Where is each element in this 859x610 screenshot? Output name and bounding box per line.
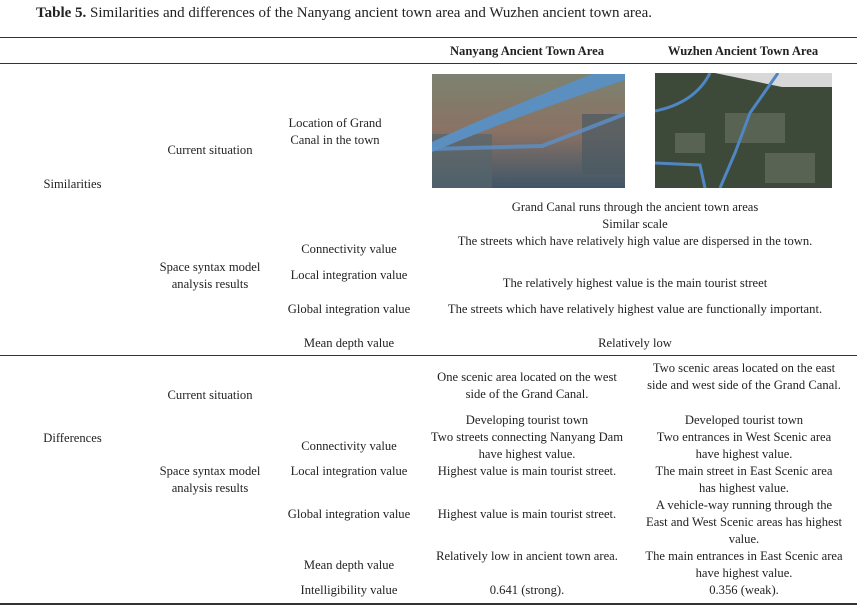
top-rule: [0, 37, 857, 38]
caption-text: Similarities and differences of the Nanyang ancient town area and Wuzhen ancient town area.: [90, 5, 652, 21]
bottom-rule: [0, 603, 857, 605]
similar-global-integration-label: Global integration value: [287, 302, 411, 316]
diff-mean-depth-label: Mean depth value: [303, 558, 395, 572]
diff-connectivity-nanyang: Two streets connecting Nanyang Dam have highest value.: [430, 430, 624, 461]
diff-global-integration-wuzhen: A vehicle-way running through the East and West Scenic areas has highest value.: [646, 498, 842, 546]
diff-local-integration-label: Local integration value: [290, 464, 408, 478]
table-caption: [36, 5, 652, 22]
diff-global-integration-label: Global integration value: [287, 507, 411, 521]
similar-connectivity-label: Connectivity value: [301, 242, 397, 256]
diff-mean-depth-nanyang: Relatively low in ancient town area.: [436, 549, 618, 563]
header-rule: [0, 63, 857, 64]
wuzhen-aerial-map-image: [655, 73, 832, 188]
diff-space-syntax-label: Space syntax model analysis results: [159, 464, 261, 495]
diff-connectivity-wuzhen: Two entrances in West Scenic area have highest value.: [656, 430, 832, 461]
similar-current-row-2: Similar scale: [602, 217, 668, 231]
similar-space-syntax-label: Space syntax model analysis results: [159, 260, 261, 291]
similar-connectivity-value: The streets which have relatively high value are dispersed in the town.: [457, 234, 813, 248]
header-wuzhen: Wuzhen Ancient Town Area: [667, 44, 819, 58]
diff-current-situation: Current situation: [167, 388, 253, 402]
diff-mean-depth-wuzhen: The main entrances in East Scenic area have highest value.: [645, 549, 843, 580]
similar-local-integration-label: Local integration value: [290, 268, 408, 282]
group-differences: Differences: [43, 431, 102, 445]
diff-tourist-nanyang: Developing tourist town: [465, 413, 589, 427]
row-current-situation: Current situation: [167, 143, 253, 157]
diff-global-integration-nanyang: Highest value is main tourist street.: [437, 507, 617, 521]
similar-global-integration-value: The streets which have relatively highest value are functionally important.: [447, 302, 823, 316]
similar-current-row-1: Grand Canal runs through the ancient town areas: [511, 200, 759, 214]
diff-scenic-wuzhen: Two scenic areas located on the east side and west side of the Grand Canal.: [647, 361, 841, 392]
row-location-label: Location of Grand Canal in the town: [288, 116, 382, 147]
diff-local-integration-nanyang: Highest value is main tourist street.: [437, 464, 617, 478]
similar-mean-depth-label: Mean depth value: [303, 336, 395, 350]
header-nanyang: Nanyang Ancient Town Area: [449, 44, 605, 58]
diff-connectivity-label: Connectivity value: [301, 439, 397, 453]
diff-intelligibility-label: Intelligibility value: [300, 583, 398, 597]
diff-intelligibility-wuzhen: 0.356 (weak).: [709, 583, 779, 597]
nanyang-aerial-map-image: [432, 74, 625, 188]
diff-intelligibility-nanyang: 0.641 (strong).: [489, 583, 565, 597]
mid-rule: [0, 355, 857, 356]
caption-label: Table 5.: [36, 5, 87, 21]
similar-local-integration-value: The relatively highest value is the main tourist street: [502, 276, 768, 290]
diff-tourist-wuzhen: Developed tourist town: [684, 413, 804, 427]
group-similarities: Similarities: [43, 177, 102, 191]
similar-mean-depth-value: Relatively low: [598, 336, 672, 350]
diff-scenic-nanyang: One scenic area located on the west side of the Grand Canal.: [437, 370, 617, 401]
diff-local-integration-wuzhen: The main street in East Scenic area has highest value.: [655, 464, 833, 495]
